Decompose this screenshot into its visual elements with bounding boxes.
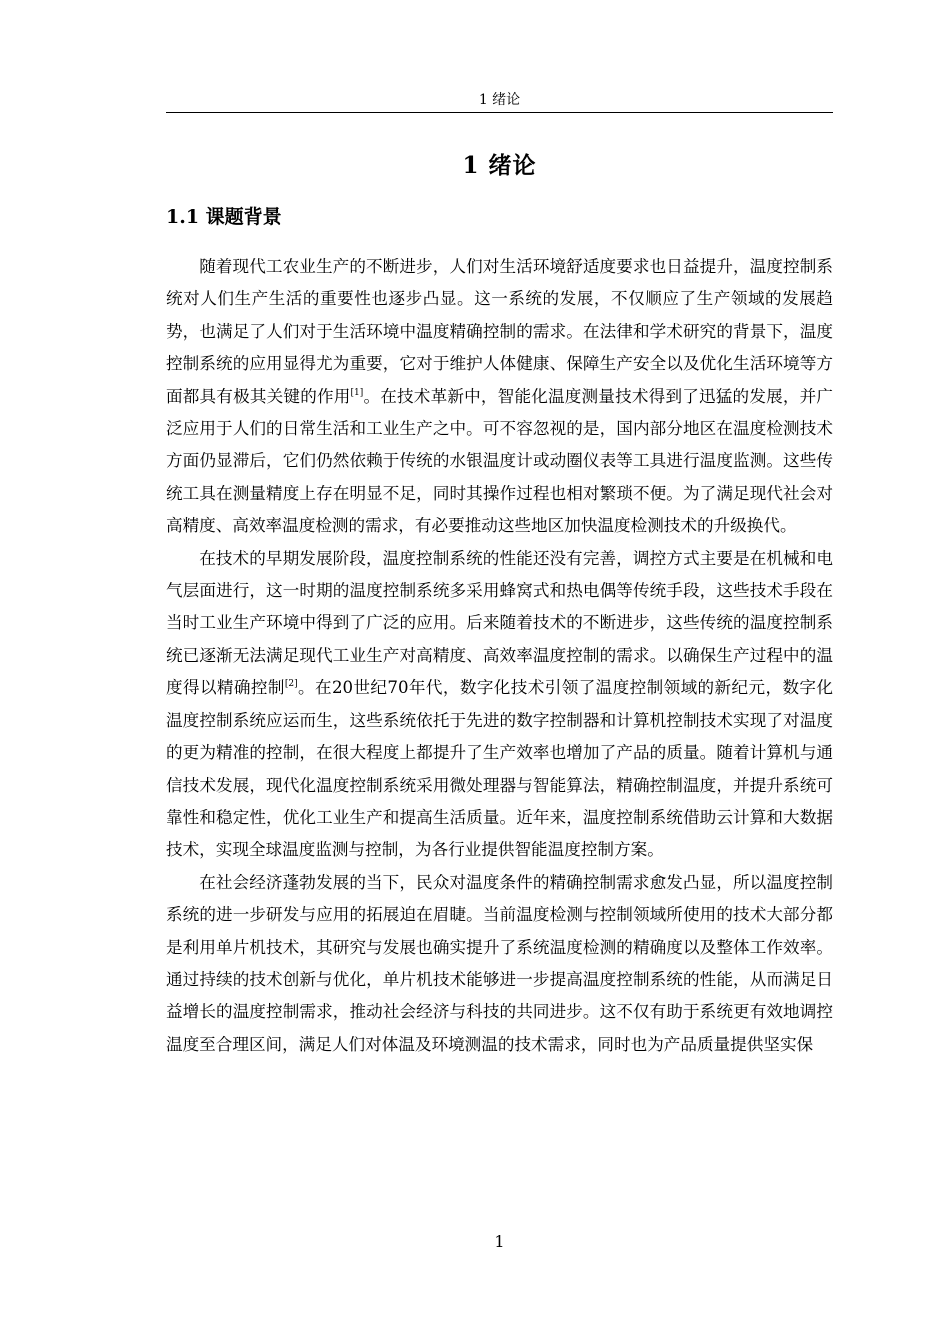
page-number: 1 [494,1232,505,1251]
header-rule [166,112,833,113]
citation-1[interactable]: [1] [350,387,364,398]
paragraph-1 [166,251,833,543]
chapter-title: 1 绪论 [462,152,537,179]
body-text [166,251,833,1061]
paragraph-2 [166,543,833,867]
citation-2[interactable]: [2] [284,679,298,690]
paragraph-1-text-a: 随着现代工农业生产的不断进步，人们对生活环境舒适度要求也日益提升，温度控制系统对人们生产生活的重要性也逐步凸显。这一系统的发展，不仅顺应了生产领域的发展趋势，也满足了人们对于生活环境中温度精确控制的需求。在法律和学术研究的背景下，温度控制系统的应用显得尤为重要，它对于维护人体健康、保障生产安全以及优化生活环境等方面都具有极其关键的作用 [166,257,833,406]
section-title: 1.1 课题背景 [166,206,282,228]
running-header: 1 绪论 [478,92,521,108]
paragraph-2-text-b: 。在20世纪70年代，数字化技术引领了温度控制领域的新纪元，数字化温度控制系统应运而生，这些系统依托于先进的数字控制器和计算机控制技术实现了对温度的更为精准的控制，在很大程度上都提升了生产效率也增加了产品的质量。随着计算机与通信技术发展，现代化温度控制系统采用微处理器与智能算法，精确控制温度，并提升系统可靠性和稳定性，优化工业生产和提高生活质量。近年来，温度控制系统借助云计算和大数据技术，实现全球温度监测与控制，为各行业提供智能温度控制方案。 [166,678,833,860]
paragraph-2-text-a: 在技术的早期发展阶段，温度控制系统的性能还没有完善，调控方式主要是在机械和电气层面进行，这一时期的温度控制系统多采用蜂窝式和热电偶等传统手段，这些技术手段在当时工业生产环境中得到了广泛的应用。后来随着技术的不断进步，这些传统的温度控制系统已逐渐无法满足现代工业生产对高精度、高效率温度控制的需求。以确保生产过程中的温度得以精确控制 [166,548,833,698]
paragraph-3: 在社会经济蓬勃发展的当下，民众对温度条件的精确控制需求愈发凸显，所以温度控制系统的进一步研发与应用的拓展迫在眉睫。当前温度检测与控制领域所使用的技术大部分都是利用单片机技术，其研究与发展也确实提升了系统温度检测的精确度以及整体工作效率。通过持续的技术创新与优化，单片机技术能够进一步提高温度控制系统的性能，从而满足日益增长的温度控制需求，推动社会经济与科技的共同进步。这不仅有助于系统更有效地调控温度至合理区间，满足人们对体温及环境测温的技术需求，同时也为产品质量提供坚实保 [166,872,833,1054]
paragraph-1-text-b: 。在技术革新中，智能化温度测量技术得到了迅猛的发展，并广泛应用于人们的日常生活和工业生产之中。可不容忽视的是，国内部分地区在温度检测技术方面仍显滞后，它们仍然依赖于传统的水银温度计或动圈仪表等工具进行温度监测。这些传统工具在测量精度上存在明显不足，同时其操作过程也相对繁琐不便。为了满足现代社会对高精度、高效率温度检测的需求，有必要推动这些地区加快温度检测技术的升级换代。 [166,386,834,536]
